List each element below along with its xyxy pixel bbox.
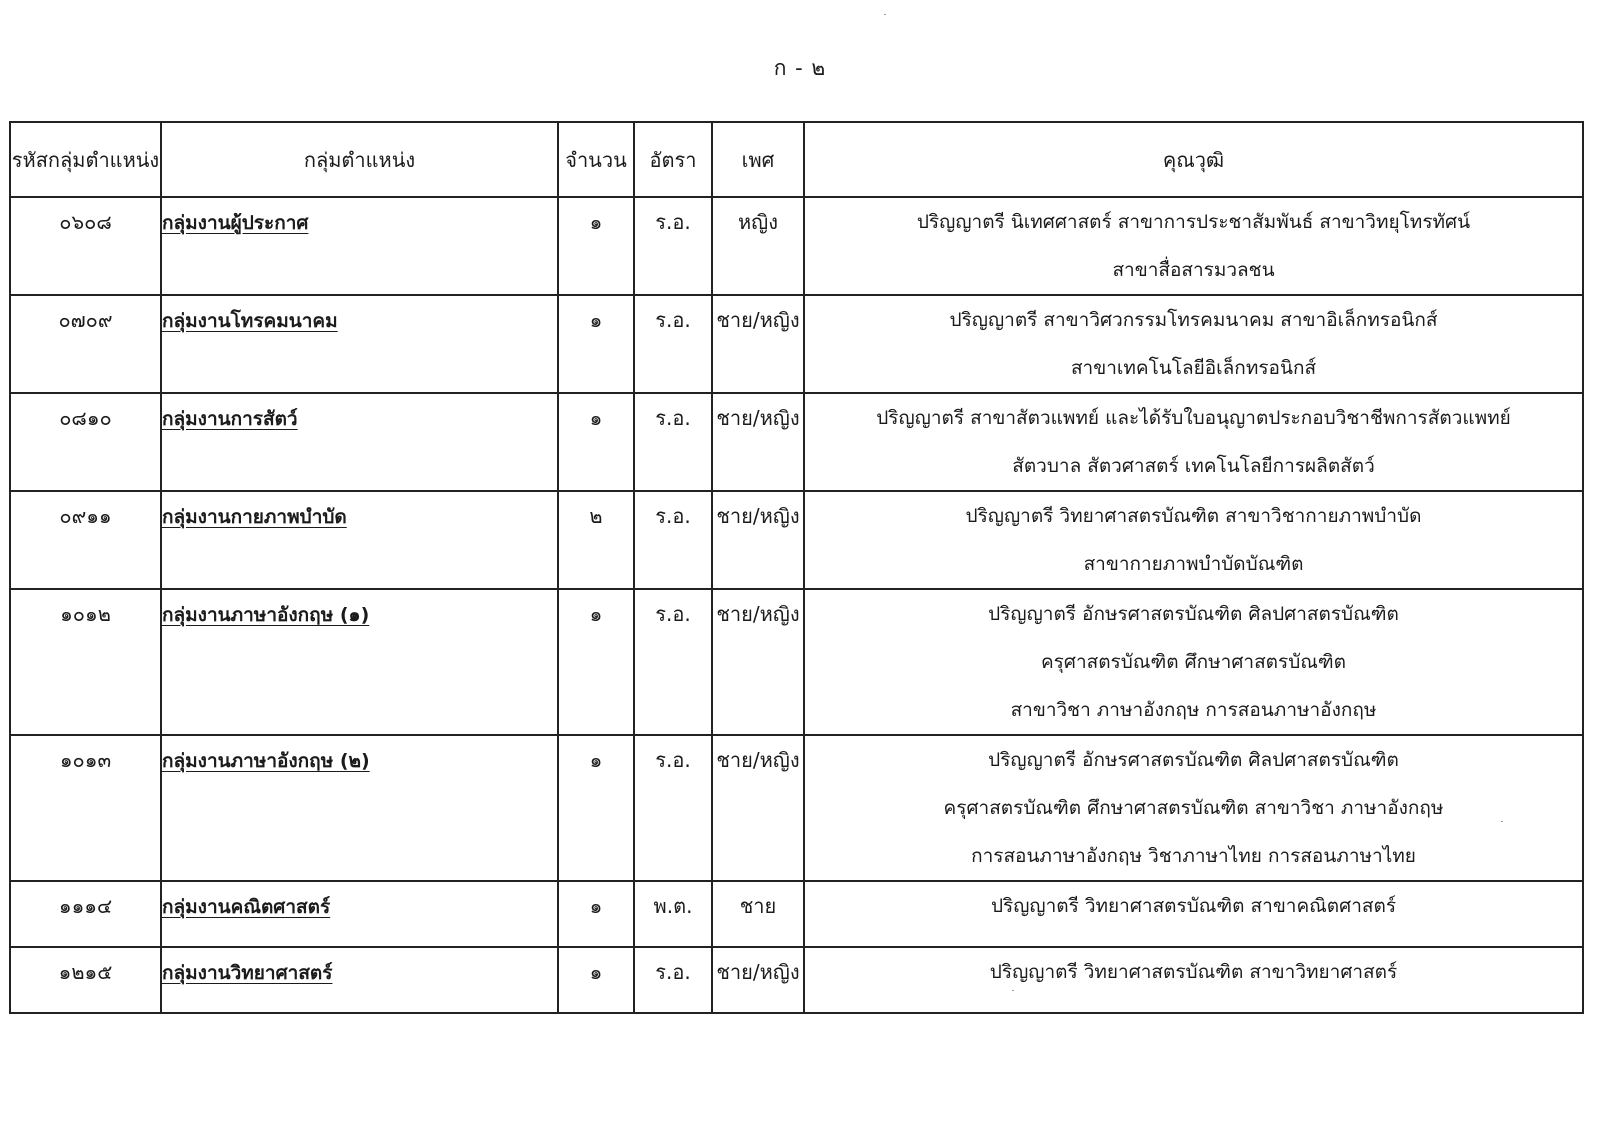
- position-group-name: กลุ่มงานวิทยาศาสตร์: [162, 962, 333, 984]
- position-group-name: กลุ่มงานกายภาพบำบัด: [162, 506, 347, 528]
- position-sex: ชาย/หญิง: [712, 295, 804, 393]
- qualification-line: ปริญญาตรี วิทยาศาสตรบัณฑิต สาขาวิทยาศาสตร์: [989, 961, 1398, 983]
- position-code: ๑๐๑๓: [10, 735, 161, 881]
- header-sex: เพศ: [712, 122, 804, 197]
- qualification-line: สาขาเทคโนโลยีอิเล็กทรอนิกส์: [1070, 357, 1317, 379]
- position-qualification: [804, 589, 1583, 735]
- position-group-name: กลุ่มงานโทรคมนาคม: [162, 310, 338, 332]
- position-group-cell: [161, 947, 558, 1013]
- position-rate: ร.อ.: [634, 735, 712, 881]
- position-count: ๑: [558, 197, 634, 295]
- qualification-line: สาขากายภาพบำบัดบัณฑิต: [1083, 553, 1304, 575]
- position-count: ๑: [558, 881, 634, 947]
- position-sex: ชาย: [712, 881, 804, 947]
- position-qualification: [804, 393, 1583, 491]
- table-row: [10, 295, 1583, 393]
- qualification-line: ครุศาสตรบัณฑิต ศึกษาศาสตรบัณฑิต สาขาวิชา ภาษาอังกฤษ: [943, 797, 1444, 819]
- position-sex: ชาย/หญิง: [712, 393, 804, 491]
- position-rate: พ.ต.: [634, 881, 712, 947]
- position-rate: ร.อ.: [634, 491, 712, 589]
- qualification-line: ปริญญาตรี สาขาสัตวแพทย์ และได้รับใบอนุญาตประกอบวิชาชีพการสัตวแพทย์: [876, 407, 1511, 429]
- table-row: [10, 735, 1583, 881]
- header-group: กลุ่มตำแหน่ง: [161, 122, 558, 197]
- position-group-cell: [161, 589, 558, 735]
- position-group-cell: [161, 295, 558, 393]
- position-group-name: กลุ่มงานผู้ประกาศ: [162, 212, 309, 234]
- position-group-cell: [161, 491, 558, 589]
- qualification-line: ปริญญาตรี อักษรศาสตรบัณฑิต ศิลปศาสตรบัณฑิต: [988, 603, 1399, 625]
- position-rate: ร.อ.: [634, 197, 712, 295]
- position-code: ๑๐๑๒: [10, 589, 161, 735]
- page-number: ก - ๒: [773, 56, 827, 80]
- qualification-line: สาขาวิชา ภาษาอังกฤษ การสอนภาษาอังกฤษ: [1010, 699, 1377, 721]
- table-row: [10, 589, 1583, 735]
- position-count: ๑: [558, 947, 634, 1013]
- position-group-name: กลุ่มงานภาษาอังกฤษ (๒): [162, 750, 370, 772]
- position-group-name: กลุ่มงานการสัตว์: [162, 408, 298, 430]
- table-row: [10, 393, 1583, 491]
- qualification-line: ปริญญาตรี วิทยาศาสตรบัณฑิต สาขาคณิตศาสตร์: [990, 895, 1397, 917]
- position-sex: ชาย/หญิง: [712, 589, 804, 735]
- position-qualification: [804, 197, 1583, 295]
- position-qualification: [804, 735, 1583, 881]
- position-group-name: กลุ่มงานคณิตศาสตร์: [162, 896, 331, 918]
- position-code: ๑๑๑๔: [10, 881, 161, 947]
- scan-speck: [884, 14, 886, 15]
- table-row: [10, 197, 1583, 295]
- position-rate: ร.อ.: [634, 393, 712, 491]
- table-row: [10, 491, 1583, 589]
- position-code: ๐๘๑๐: [10, 393, 161, 491]
- position-qualification: [804, 947, 1583, 1013]
- position-count: ๑: [558, 393, 634, 491]
- position-count: ๑: [558, 295, 634, 393]
- position-group-cell: [161, 881, 558, 947]
- position-sex: ชาย/หญิง: [712, 947, 804, 1013]
- qualification-line: ปริญญาตรี วิทยาศาสตรบัณฑิต สาขาวิชากายภาพบำบัด: [965, 505, 1422, 527]
- position-sex: ชาย/หญิง: [712, 735, 804, 881]
- header-row: [10, 122, 1583, 197]
- position-rate: ร.อ.: [634, 947, 712, 1013]
- header-qualification: คุณวุฒิ: [804, 122, 1583, 197]
- positions-table: [9, 121, 1584, 1014]
- header-count: จำนวน: [558, 122, 634, 197]
- position-qualification: [804, 491, 1583, 589]
- qualification-line: ครุศาสตรบัณฑิต ศึกษาศาสตรบัณฑิต: [1040, 651, 1347, 673]
- position-count: ๑: [558, 589, 634, 735]
- position-qualification: [804, 881, 1583, 947]
- position-group-cell: [161, 197, 558, 295]
- qualification-line: ปริญญาตรี สาขาวิศวกรรมโทรคมนาคม สาขาอิเล็กทรอนิกส์: [949, 309, 1438, 331]
- qualification-line: การสอนภาษาอังกฤษ วิชาภาษาไทย การสอนภาษาไทย: [971, 845, 1416, 867]
- qualification-line: สัตวบาล สัตวศาสตร์ เทคโนโลยีการผลิตสัตว์: [1012, 455, 1375, 477]
- position-sex: ชาย/หญิง: [712, 491, 804, 589]
- qualification-line: ปริญญาตรี อักษรศาสตรบัณฑิต ศิลปศาสตรบัณฑิต: [988, 749, 1399, 771]
- position-code: ๐๙๑๑: [10, 491, 161, 589]
- position-count: ๑: [558, 735, 634, 881]
- position-rate: ร.อ.: [634, 295, 712, 393]
- position-code: ๑๒๑๕: [10, 947, 161, 1013]
- position-group-cell: [161, 735, 558, 881]
- position-group-name: กลุ่มงานภาษาอังกฤษ (๑): [162, 604, 370, 626]
- position-qualification: [804, 295, 1583, 393]
- header-rate: อัตรา: [634, 122, 712, 197]
- table-row: [10, 881, 1583, 947]
- position-rate: ร.อ.: [634, 589, 712, 735]
- header-code: รหัสกลุ่มตำแหน่ง: [10, 122, 161, 197]
- table-row: [10, 947, 1583, 1013]
- position-sex: หญิง: [712, 197, 804, 295]
- qualification-line: ปริญญาตรี นิเทศศาสตร์ สาขาการประชาสัมพันธ์ สาขาวิทยุโทรทัศน์: [916, 211, 1471, 233]
- position-code: ๐๖๐๘: [10, 197, 161, 295]
- position-code: ๐๗๐๙: [10, 295, 161, 393]
- position-count: ๒: [558, 491, 634, 589]
- qualification-line: สาขาสื่อสารมวลชน: [1112, 259, 1275, 281]
- position-group-cell: [161, 393, 558, 491]
